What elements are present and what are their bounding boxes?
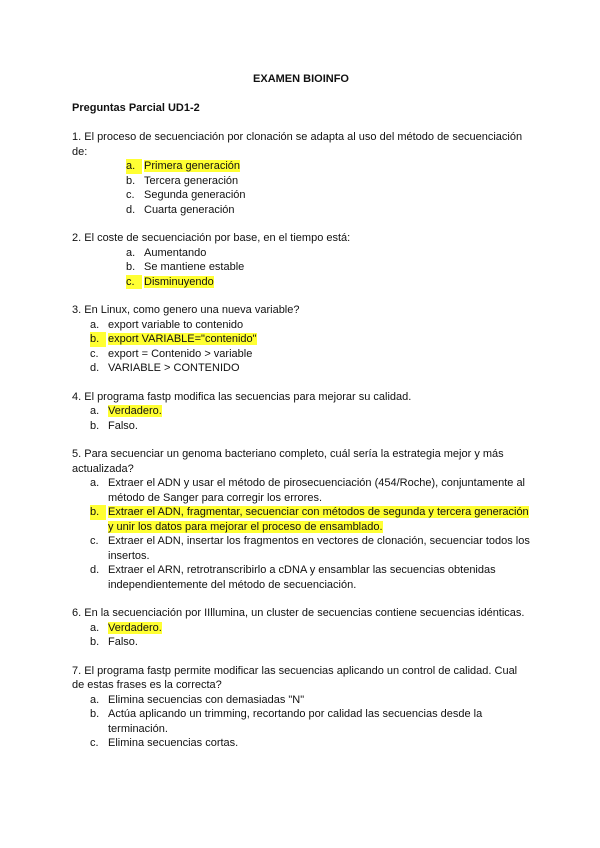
question-2 (72, 231, 530, 289)
option-d (72, 563, 530, 592)
option-text-correct: Extraer el ADN, fragmentar, secuenciar con métodos de segunda y tercera generación y unir los datos para mejorar el proceso de ensamblado. (108, 506, 529, 533)
option-d (72, 203, 530, 218)
option-b (72, 260, 530, 275)
exam-title: EXAMEN BIOINFO (253, 73, 349, 85)
question-1 (72, 130, 530, 217)
answer-options (72, 404, 530, 433)
answer-options (72, 159, 530, 217)
option-letter: a. (126, 246, 136, 259)
option-text: Tercera generación (144, 174, 239, 187)
option-text: export variable to contenido (108, 318, 244, 331)
option-c (72, 534, 530, 563)
option-letter: d. (90, 362, 100, 374)
option-text: Segunda generación (144, 189, 246, 201)
option-letter: b. (90, 636, 100, 648)
option-text-correct: Verdadero. (108, 621, 162, 634)
question-text: 7. El programa fastp permite modificar las secuencias aplicando un control de calidad. Cual de estas frases es la correcta? (72, 664, 518, 691)
option-c (72, 347, 530, 362)
option-text: Extraer el ADN, insertar los fragmentos en vectores de clonación, secuenciar todos los insertos. (108, 535, 530, 562)
option-a (72, 404, 530, 419)
option-b (72, 505, 530, 534)
option-text-correct: export VARIABLE="contenido" (108, 333, 257, 345)
option-text: Elimina secuencias cortas. (108, 737, 239, 749)
question-text: 5. Para secuenciar un genoma bacteriano completo, cuál sería la estrategia mejor y más actualizada? (72, 448, 504, 475)
question-5 (72, 447, 530, 592)
option-text: Actúa aplicando un trimming, recortando por calidad las secuencias desde la terminación. (108, 708, 483, 735)
option-text-correct: Primera generación (144, 160, 240, 172)
option-text: Se mantiene estable (144, 261, 245, 273)
option-a (72, 318, 530, 333)
option-letter: a. (90, 693, 100, 706)
option-text-correct: Disminuyendo (144, 275, 214, 288)
answer-options (72, 318, 530, 376)
option-c (72, 736, 530, 751)
option-a (72, 476, 530, 505)
option-text: export = Contenido > variable (108, 347, 253, 360)
section-subtitle: Preguntas Parcial UD1-2 (72, 101, 200, 114)
option-b (72, 174, 530, 189)
option-text: Aumentando (144, 246, 207, 259)
option-letter: b. (126, 261, 136, 273)
question-7 (72, 664, 530, 751)
option-letter: d. (90, 564, 100, 576)
option-a (72, 246, 530, 261)
option-letter: b. (90, 708, 100, 720)
option-text: Extraer el ADN y usar el método de pirosecuenciación (454/Roche), conjuntamente al método de Sanger para corregir los errores. (108, 477, 526, 504)
option-letter: a. (90, 477, 100, 489)
option-b (72, 419, 530, 434)
answer-options (72, 476, 530, 592)
option-letter: c. (90, 347, 99, 360)
option-text: Extraer el ARN, retrotranscribirlo a cDNA y ensamblar las secuencias obtenidas independientemente del método de secuenciación. (108, 564, 496, 591)
option-letter: a. (90, 405, 100, 417)
option-d (72, 361, 530, 376)
question-text: 2. El coste de secuenciación por base, en el tiempo está: (72, 232, 351, 244)
option-c (72, 275, 530, 290)
question-text: 3. En Linux, como genero una nueva variable? (72, 304, 300, 316)
option-text: Falso. (108, 419, 138, 432)
option-c (72, 188, 530, 203)
option-letter: d. (126, 203, 136, 216)
option-b (72, 332, 530, 347)
option-letter: b. (90, 332, 106, 347)
option-letter: b. (126, 174, 136, 187)
answer-options (72, 693, 530, 751)
option-letter: b. (90, 505, 106, 520)
option-text-correct: Verdadero. (108, 405, 162, 417)
option-letter: c. (126, 275, 142, 290)
option-b (72, 635, 530, 650)
option-a (72, 621, 530, 636)
option-a (72, 693, 530, 708)
option-text: Elimina secuencias con demasiadas "N" (108, 693, 305, 706)
option-letter: c. (90, 737, 99, 749)
option-text: Falso. (108, 636, 138, 648)
option-a (72, 159, 530, 174)
document-page (72, 72, 530, 765)
option-text: Cuarta generación (144, 203, 235, 216)
option-letter: a. (126, 159, 142, 174)
question-6 (72, 606, 530, 650)
option-b (72, 707, 530, 736)
question-text: 6. En la secuenciación por IIllumina, un cluster de secuencias contiene secuencias idénticas. (72, 607, 525, 619)
option-letter: a. (90, 318, 100, 331)
option-letter: a. (90, 621, 100, 634)
question-3 (72, 303, 530, 376)
option-letter: b. (90, 419, 100, 432)
option-letter: c. (90, 535, 99, 547)
question-text: 4. El programa fastp modifica las secuencias para mejorar su calidad. (72, 390, 412, 403)
answer-options (72, 246, 530, 290)
option-text: VARIABLE > CONTENIDO (108, 362, 240, 374)
option-letter: c. (126, 189, 135, 201)
question-text: 1. El proceso de secuenciación por clonación se adapta al uso del método de secuenciación de: (72, 131, 523, 158)
answer-options (72, 621, 530, 650)
question-4 (72, 390, 530, 434)
